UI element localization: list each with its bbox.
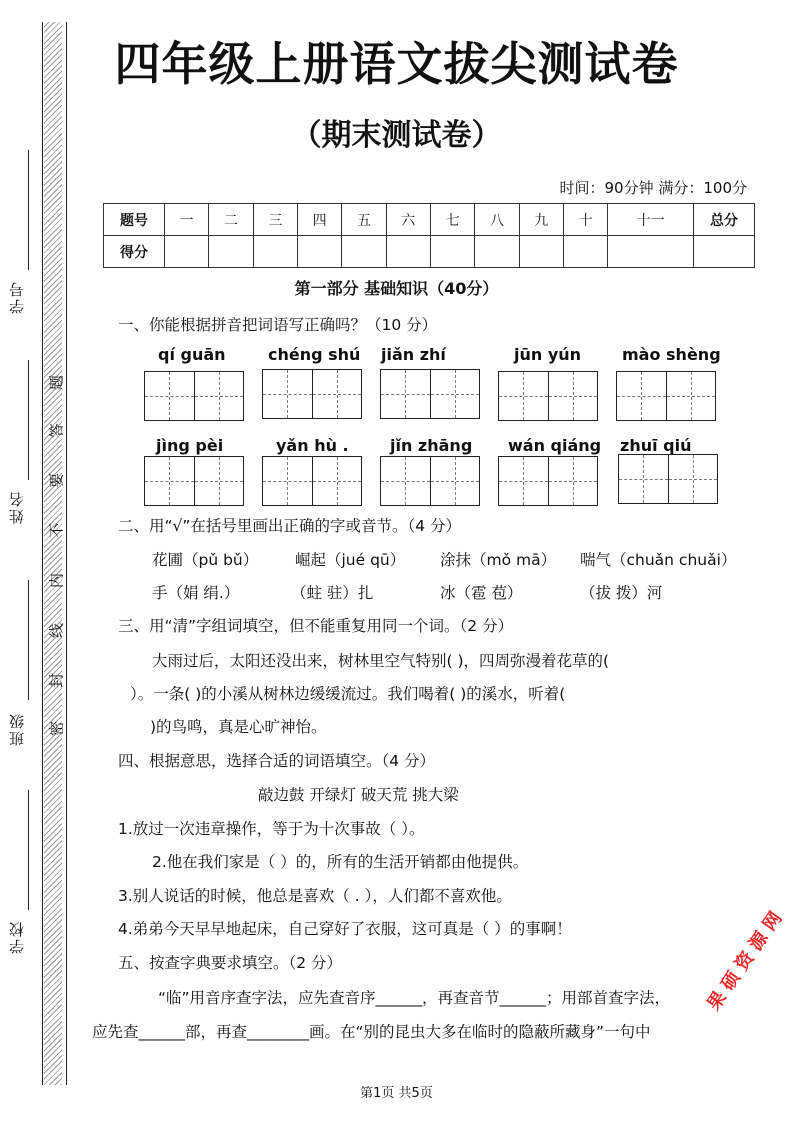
row-label-tihao: 题号 <box>104 204 165 236</box>
seal-char: 线 <box>47 623 66 639</box>
q4-item: 3.别人说话的时候，他总是喜欢（ . ），人们都不喜欢他。 <box>118 887 512 905</box>
binding-line-inner <box>66 22 67 1085</box>
writing-grid[interactable] <box>380 369 480 419</box>
seal-char: 题 <box>47 375 66 391</box>
col-header: 九 <box>519 204 563 236</box>
q2-option: 崛起（jué qū） <box>295 551 406 569</box>
q2-option: 手（娟 绢.） <box>152 584 240 602</box>
q4-word-options: 敲边鼓 开绿灯 破天荒 挑大梁 <box>258 786 459 804</box>
score-cell[interactable] <box>209 236 253 268</box>
school-label: 学校 <box>8 920 26 954</box>
score-cell[interactable] <box>563 236 607 268</box>
class-line <box>28 580 29 700</box>
score-cell[interactable] <box>386 236 430 268</box>
col-header: 四 <box>297 204 341 236</box>
writing-grid[interactable] <box>262 456 362 506</box>
score-cell[interactable] <box>519 236 563 268</box>
col-header: 七 <box>430 204 474 236</box>
score-cell[interactable] <box>475 236 519 268</box>
pinyin: jūn yún <box>514 345 582 364</box>
binding-line-outer <box>42 22 43 1085</box>
pinyin: yǎn hù . <box>276 436 349 455</box>
writing-grid[interactable] <box>618 454 718 504</box>
col-header: 二 <box>209 204 253 236</box>
q2-title: 二、用“√”在括号里画出正确的字或音节。（4 分） <box>118 517 461 535</box>
score-cell[interactable] <box>342 236 386 268</box>
writing-grid[interactable] <box>144 456 244 506</box>
q5-title: 五、按查字典要求填空。（2 分） <box>118 954 343 972</box>
student-id-line <box>28 150 29 270</box>
class-label: 班级 <box>8 712 26 746</box>
page-footer: 第1页 共5页 <box>360 1086 433 1101</box>
q4-item: 1.放过一次违章操作，等于为十次事故（ ）。 <box>118 820 425 838</box>
pinyin: mào shèng <box>622 345 721 364</box>
q2-option: 涂抹（mǒ mā） <box>440 551 557 569</box>
col-header: 十 <box>563 204 607 236</box>
writing-grid[interactable] <box>498 456 598 506</box>
q3-text-line: ）。一条( )的小溪从树林边缓缓流过。我们喝着( )的溪水，听着( <box>130 685 566 703</box>
q3-text-line: )的鸟鸣，真是心旷神怡。 <box>150 718 327 736</box>
q5-text-line: “临”用音序查字法，应先查音序______，再查音节______；用部首查字法， <box>158 989 671 1007</box>
score-cell[interactable] <box>253 236 297 268</box>
col-header: 三 <box>253 204 297 236</box>
school-line <box>28 790 29 910</box>
exam-title: 四年级上册语文拔尖测试卷 <box>114 37 679 91</box>
q3-text-line: 大雨过后，太阳还没出来，树林里空气特别( )，四周弥漫着花草的( <box>152 652 610 670</box>
q5-text-line: 应先查______部，再查________画。在“别的昆虫大多在临时的隐蔽所藏身”一句中 <box>92 1023 651 1041</box>
writing-grid[interactable] <box>380 456 480 506</box>
pinyin: jǐn zhāng <box>390 436 473 455</box>
q3-title: 三、用“清”字组词填空，但不能重复用同一个词。（2 分） <box>118 617 514 635</box>
col-header: 六 <box>386 204 430 236</box>
seal-char: 答 <box>47 423 66 439</box>
pinyin: jìng pèi <box>156 436 224 455</box>
col-header: 一 <box>165 204 209 236</box>
question-number-row <box>104 204 755 236</box>
score-table <box>103 203 755 268</box>
name-label: 姓名 <box>8 490 26 524</box>
exam-subtitle: （期末测试卷） <box>291 118 502 153</box>
q2-option: 冰（雹 苞） <box>440 584 523 602</box>
pinyin: zhuī qiú <box>620 436 692 455</box>
score-cell[interactable] <box>608 236 694 268</box>
q2-option: 喘气（chuǎn chuǎi） <box>580 551 737 569</box>
pinyin: qí guān <box>158 345 226 364</box>
q1-title: 一、你能根据拼音把词语写正确吗？（10 分） <box>118 316 438 334</box>
score-cell[interactable] <box>430 236 474 268</box>
name-line <box>28 360 29 480</box>
seal-char: 封 <box>47 673 66 689</box>
pinyin: wán qiáng <box>508 436 602 455</box>
col-header-total: 总分 <box>694 204 755 236</box>
student-id-label: 学号 <box>8 280 26 314</box>
col-header: 八 <box>475 204 519 236</box>
q4-item: 2.他在我们家是（ ）的，所有的生活开销都由他提供。 <box>152 853 529 871</box>
q4-item: 4.弟弟今天早早地起床，自己穿好了衣服，这可真是（ ）的事啊！ <box>118 920 572 938</box>
col-header: 五 <box>342 204 386 236</box>
q2-option: （蛀 驻）扎 <box>291 584 374 602</box>
col-header: 十一 <box>608 204 694 236</box>
score-cell[interactable] <box>165 236 209 268</box>
time-score-info: 时间：90分钟 满分：100分 <box>559 179 747 197</box>
q2-option: （拔 拨）河 <box>580 584 663 602</box>
seal-char: 密 <box>47 721 66 737</box>
watermark-stamp: 果 硕 资 源 网 <box>703 908 787 1015</box>
score-cell[interactable] <box>297 236 341 268</box>
pinyin: chéng shú <box>268 345 361 364</box>
part-one-heading: 第一部分 基础知识（40分） <box>294 279 499 298</box>
q4-title: 四、根据意思，选择合适的词语填空。（4 分） <box>118 752 436 770</box>
writing-grid[interactable] <box>498 371 598 421</box>
writing-grid[interactable] <box>616 371 716 421</box>
binding-hatch-left <box>44 22 62 1085</box>
score-row <box>104 236 755 268</box>
q2-option: 花圃（pǔ bǔ） <box>152 551 259 569</box>
row-label-defen: 得分 <box>104 236 165 268</box>
seal-char: 内 <box>47 573 66 589</box>
writing-grid[interactable] <box>144 371 244 421</box>
writing-grid[interactable] <box>262 369 362 419</box>
score-cell[interactable] <box>694 236 755 268</box>
pinyin: jiǎn zhí <box>381 345 446 364</box>
seal-char: 要 <box>47 473 66 489</box>
seal-char: 不 <box>47 523 66 539</box>
